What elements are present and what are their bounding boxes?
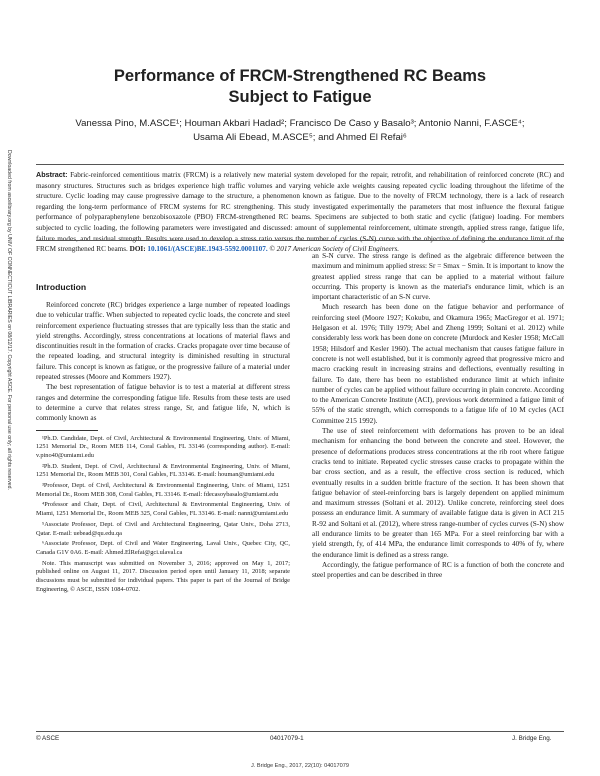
right-column	[312, 251, 564, 581]
doi-label: DOI:	[129, 245, 146, 254]
abstract	[36, 170, 564, 255]
left-column	[36, 282, 290, 597]
footer-rule	[36, 731, 564, 732]
paper-title	[40, 66, 560, 108]
journal-citation: J. Bridge Eng., 2017, 22(10): 04017079	[251, 763, 349, 769]
paragraph: Accordingly, the fatigue performance of RC is a function of both the concrete and steel properties and can be described in three	[312, 560, 564, 580]
abstract-label: Abstract:	[36, 170, 68, 179]
footer-page-id: 04017079-1	[270, 735, 304, 742]
authors-line-2: Usama Ali Ebead, M.ASCE⁵; and Ahmed El Refai⁶	[193, 132, 407, 143]
doi-link[interactable]: 10.1061/(ASCE)BE.1943-5592.0001107.	[147, 245, 268, 254]
paragraph: The best representation of fatigue behavior is to test a material at different stress ranges and determine the corresponding fatigue life. Results from these tests are used to determine a curve that relates stress range, Sr, and fatigue life, N, which is commonly known as	[36, 383, 290, 423]
footer-copyright: © ASCE	[36, 735, 60, 742]
abstract-bottom-rule	[36, 240, 564, 241]
copyright-text: © 2017 American Society of Civil Engineers.	[267, 245, 400, 254]
footnote-manuscript-note: Note. This manuscript was submitted on November 3, 2016; approved on May 1, 2017; published online on August 11, 2017. Discussion period open until January 11, 2018; separate discussions must be submitted for individual papers. This paper is part of the Journal of Bridge Engineering, © ASCE, ISSN 1084-0702.	[36, 559, 290, 593]
paragraph: The use of steel reinforcement with deformations has proven to be an ideal mechanism for enhancing the bond between the concrete and steel. However, the presence of deformations produces stress concentrations at the rib root where fatigue cracks tend to initiate. Repeated cyclic stresses cause cracks to propagate within the bar cross section, and as a result, the effective cross section is reduced, which eventually results in a sudden brittle fracture of the section. It has been shown that fatigue behavior of steel-reinforcing bars is largely dependent on applied minimum and maximum stresses (Soltani et al. 2012). Unlike concrete, reinforcing steel does possess an endurance limit. A summary of available fatigue data is given in ACI 215 R-92 and Soltani et al. (2012), where stress range-number of cycles curves (S-N) show all endurance limits to be greater than 165 MPa. For a steel reinforcing bar with a yield strength, fy, of 414 MPa, the endurance limit corresponds to 40% of fy, where the endurance limit is defined as a stress range.	[312, 427, 564, 559]
paragraph: Reinforced concrete (RC) bridges experience a large number of repeated loadings due to vehicular traffic. When subjected to repeated cyclic loads, the concrete and steel reinforcement experience fluctuating stresses that are typically less than the static and yield strengths. Accordingly, stress concentrations at locations of material flaws and discontinuities result in the formation of cracks. Cracks propagate over time because of the repeated loading, and structural integrity is diminished resulting in structural failure. This concept is known as fatigue, or the progressive failure of a material under repeated stresses (Moore and Kommers 1927).	[36, 301, 290, 382]
title-line-2: Subject to Fatigue	[228, 88, 372, 106]
abstract-text: Fabric-reinforced cementitious matrix (FRCM) is a relatively new material system developed for the repair, retrofit, and rehabilitation of reinforced concrete (RC) and masonry structures. Structures such as bridges experience high traffic volumes and varying vehicle axle weights causing repeated cyclic loading throughout the lifetime of the structure. Cyclic loading may cause progressive damage to the structure, a phenomenon known as fatigue. Due to the novelty of FRCM technology, there is a lack of research regarding the long-term performance of FRCM systems for RC strengthening. This study investigated experimentally the parameters that most influence the flexural fatigue performance of polyparaphenylene benzobisoxazole (PBO) FRCM-strengthened RC beams. Specimens are subjected to both static and cyclic (fatigue) loading. For members subjected to cyclic loading, the following parameters were investigated and discussed: amount of supplemental reinforcement, ultimate strength, applied stress range, fatigue life, failure modes, and residual strength. Results were used to develop a stress ratio versus the number of cycles (S-N) curve with the objective of defining the endurance limit of the FRCM strengthened RC beams.	[36, 171, 564, 254]
footnote-rule	[36, 430, 98, 431]
download-notice	[2, 150, 12, 590]
footnote: ⁶Associate Professor, Dept. of Civil and Water Engineering, Laval Univ., Quebec City, QC, Canada G1V 0A6. E-mail: Ahmed.ElRefai@gci.ulaval.ca	[36, 540, 290, 556]
footnote: ⁵Associate Professor, Dept. of Civil and Architectural Engineering, Qatar Univ., Doha 2713, Qatar. E-mail: uebead@qu.edu.qa	[36, 520, 290, 537]
title-line-1: Performance of FRCM-Strengthened RC Beams	[113, 67, 487, 85]
paragraph: Much research has been done on the fatigue behavior and performance of reinforcing steel (Moore 1927; Kokubu, and Okamura 1965; MacGregor et al. 1971; Helgason et al. 1976; Tilly 1979; Abel and Zheng 1999; Soltani et al. 2012) while considerably less work has been done on concrete (Murdock and Kesler 1958; McCall 1958; Hilsdorf and Kesler 1960). The actual mechanism that causes fatigue failure in concrete is not well established, but it is commonly agreed that progressive micro and macro cracking result in increasing strains and deflections, eventually resulting in failure. To date, there has been no established endurance limit at which infinite number of cycles can be applied without failure occurring in plain concrete. According to the American Concrete Institute (ACI), previous work determined a fatigue limit of 55% of the static strength, which corresponds to a fatigue life of 10 M cycles (ACI Committee 215 1992).	[312, 303, 564, 425]
footnote: ²Ph.D. Student, Dept. of Civil, Architectural & Environmental Engineering, Univ. of Miami, 1251 Memorial Dr., Room MEB 301, Coral Gables, FL 33146. E-mail: houman@umiami.edu	[36, 462, 290, 479]
download-notice-text: Downloaded from ascelibrary.org by UNIV OF CONNECTICUT LIBRARIES on 08/12/17. Copyright ASCE. For personal use only; all rights reserved.	[6, 150, 12, 491]
authors-line-1: Vanessa Pino, M.ASCE¹; Houman Akbari Hadad²; Francisco De Caso y Basalo³; Antonio Nanni, F.ASCE⁴;	[75, 118, 525, 129]
doi-container	[147, 245, 267, 253]
author-list	[40, 117, 560, 145]
footnote: ⁴Professor and Chair, Dept. of Civil, Architectural & Environmental Engineering, Univ. of Miami, 1251 Memorial Dr., Room MEB 325, Coral Gables, FL 33146. E-mail: nanni@umiami.edu	[36, 501, 290, 518]
footer-journal: J. Bridge Eng.	[512, 735, 552, 742]
paragraph: an S-N curve. The stress range is defined as the algebraic difference between the maximum and minimum applied stress: Sr = Smax − Smin. It is important to know the greatest applied stress range that can be applied to a material without failure occurring. This property is known as the material's endurance limit, which is an important characteristic of an S-N curve.	[312, 252, 564, 302]
section-heading-introduction: Introduction	[36, 282, 87, 292]
footnote: ³Professor, Dept. of Civil, Architectural & Environmental Engineering, Univ. of Miami, 1251 Memorial Dr., Room MEB 308, Coral Gables, FL 33146. E-mail: fdecasoybasalo@umiami.edu	[36, 482, 290, 498]
footnote: ¹Ph.D. Candidate, Dept. of Civil, Architectural & Environmental Engineering, Univ. of Miami, 1251 Memorial Dr., Room MEB 114, Coral Gables, FL 33146 (corresponding author). E-mail: v.pino40@umiami.edu	[36, 434, 290, 459]
abstract-top-rule	[36, 164, 564, 165]
